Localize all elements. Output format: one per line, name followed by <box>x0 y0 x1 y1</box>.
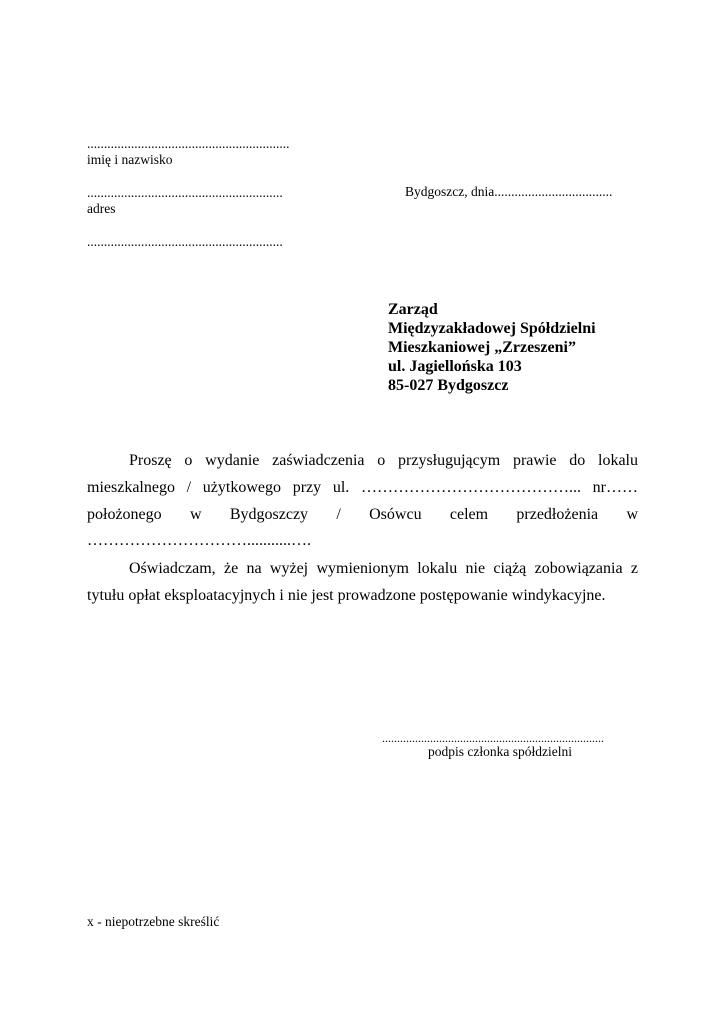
recipient-line-5: 85-027 Bydgoszcz <box>388 377 509 394</box>
body-p2-line-1: Oświadczam, że na wyżej wymienionym lokalu nie ciążą zobowiązania z <box>129 560 638 577</box>
body-p1-line-4: …………………………...........…. <box>87 532 311 549</box>
body-p2-line-2: tytułu opłat eksploatacyjnych i nie jest prowadzone postępowanie windykacyjne. <box>87 587 606 604</box>
body-p1-line-2: mieszkalnego / użytkowego przy ul. …………………………………... nr…… <box>87 479 638 496</box>
body-p1-line-3: położonego w Bydgoszczy / Osówcu celem przedłożenia w <box>87 506 638 523</box>
body-p1-line-1: Proszę o wydanie zaświadczenia o przysługującym prawie do lokalu <box>129 452 638 469</box>
signature-label: podpis członka spółdzielni <box>428 744 572 759</box>
recipient-line-4: ul. Jagiellońska 103 <box>388 358 522 375</box>
signature-dots-line: .......................................................................... <box>382 731 604 745</box>
name-dots-line: ............................................................ <box>87 136 290 151</box>
recipient-line-3: Mieszkaniowej „Zrzeszeni” <box>388 339 576 356</box>
address-label: adres <box>87 201 116 216</box>
recipient-line-2: Międzyzakładowej Spółdzielni <box>388 320 596 337</box>
address-dots-line: .......................................................... <box>87 185 283 200</box>
place-date: Bydgoszcz, dnia................................... <box>405 184 613 199</box>
address-dots-line-2: .......................................................... <box>87 234 283 249</box>
footnote: x - niepotrzebne skreślić <box>87 914 220 929</box>
recipient-line-1: Zarząd <box>388 301 438 318</box>
name-label: imię i nazwisko <box>87 152 173 167</box>
